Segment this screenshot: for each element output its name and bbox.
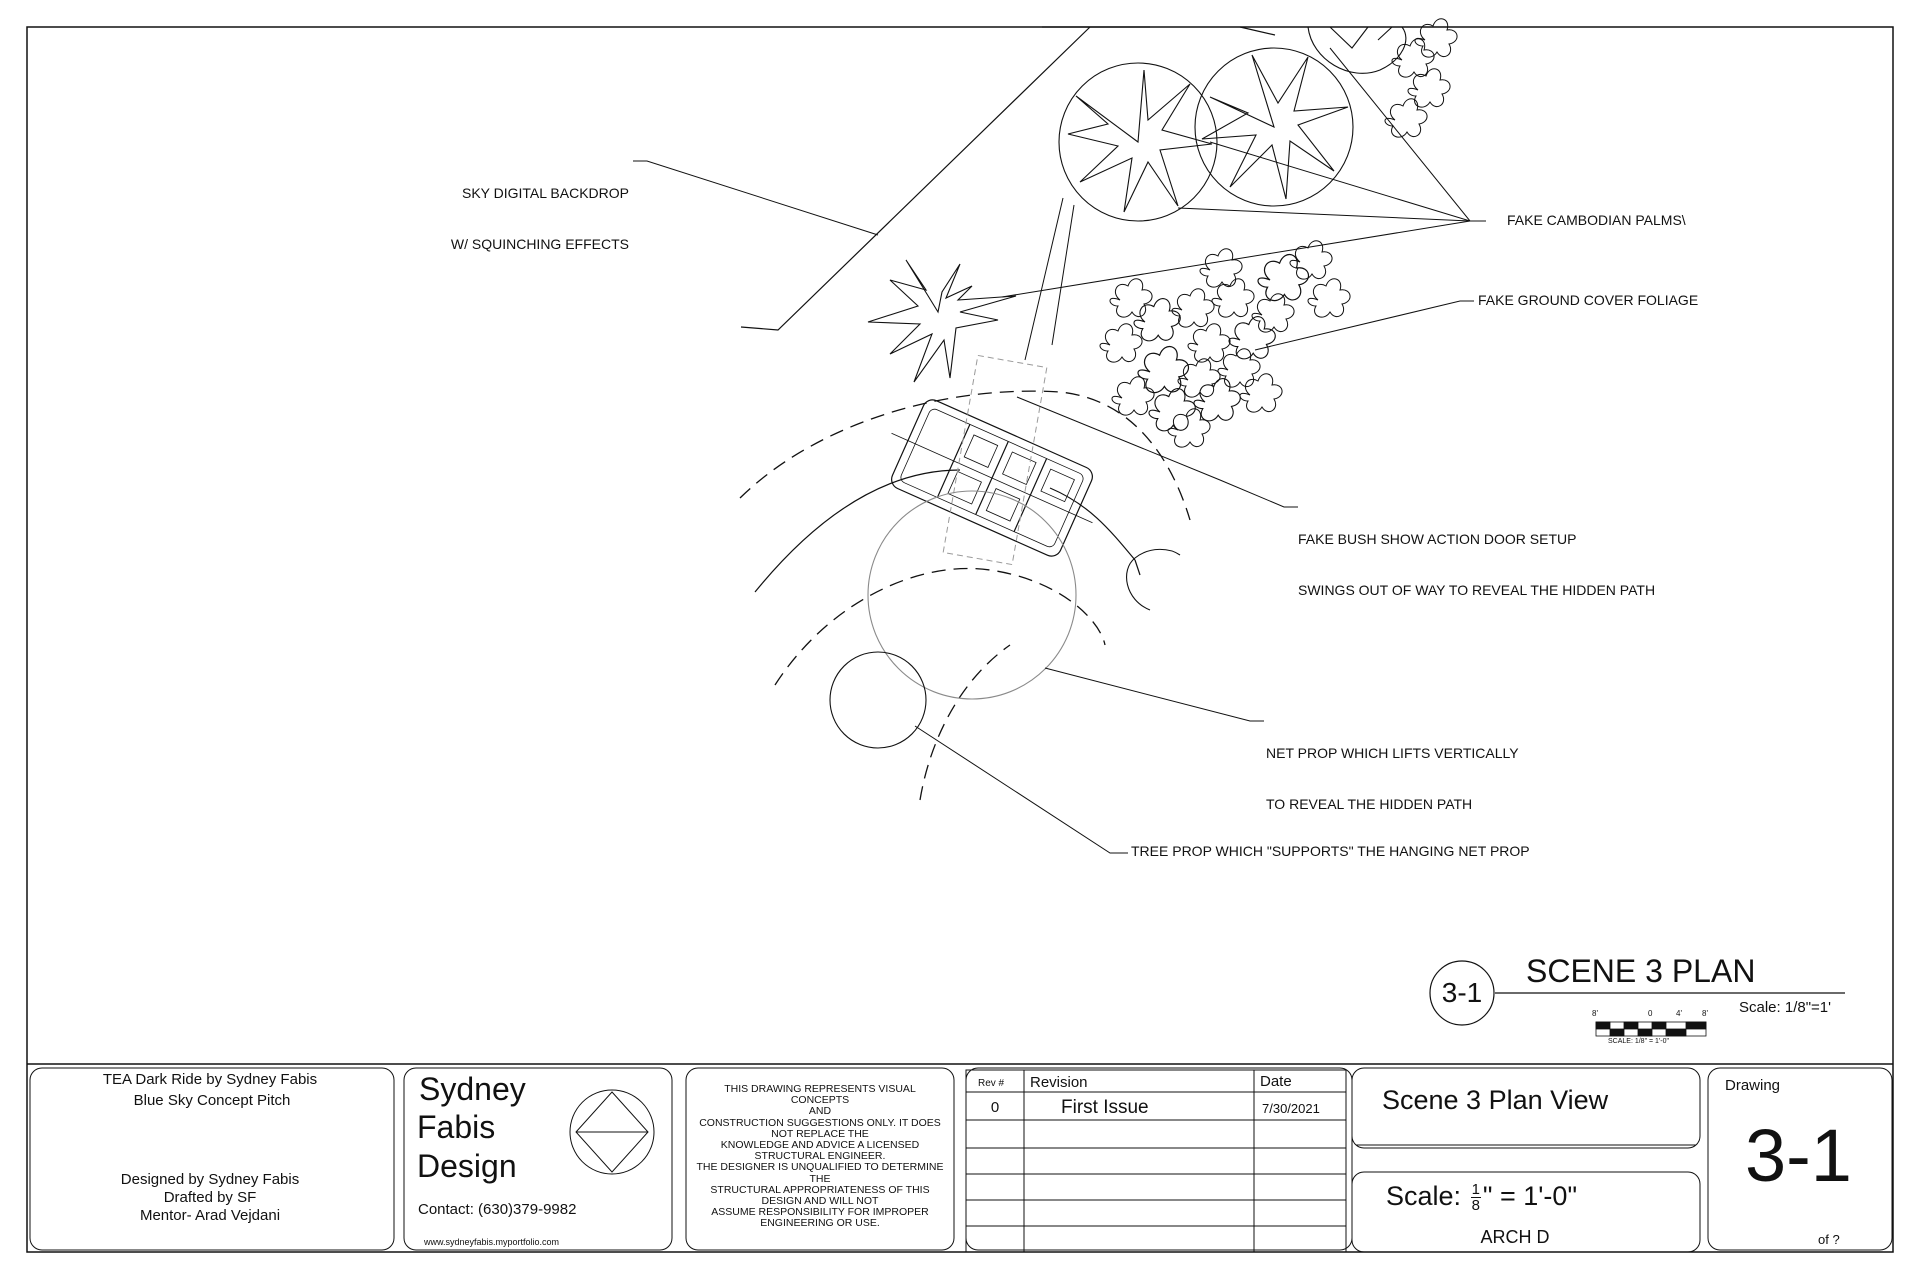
firm-website: www.sydneyfabis.myportfolio.com bbox=[424, 1237, 560, 1247]
firm-name-line1: Sydney bbox=[419, 1071, 526, 1107]
palm-trunk-lines bbox=[1025, 198, 1074, 360]
disclaimer-line: CONSTRUCTION SUGGESTIONS ONLY. IT DOES bbox=[699, 1116, 941, 1129]
paper-size: ARCH D bbox=[1480, 1227, 1550, 1247]
disclaimer-line: ENGINEERING OR USE. bbox=[760, 1217, 880, 1230]
designed-by: Designed by Sydney Fabis bbox=[120, 1171, 300, 1188]
disclaimer-line: THE bbox=[809, 1172, 831, 1185]
graphic-scale-bar bbox=[1596, 1022, 1706, 1036]
sheet-scale-prefix: Scale: bbox=[1386, 1181, 1462, 1211]
sheet-scale bbox=[1386, 1176, 1577, 1216]
sky-backdrop-outline bbox=[741, 27, 1275, 330]
scale-fraction bbox=[1471, 1182, 1481, 1213]
palm-tree-1 bbox=[1059, 63, 1217, 221]
ride-path-centerline bbox=[755, 470, 1140, 592]
project-line1: TEA Dark Ride by Sydney Fabis bbox=[102, 1071, 318, 1088]
palm-tree-2 bbox=[1195, 48, 1353, 206]
drawing-label: Drawing bbox=[1725, 1077, 1781, 1094]
view-scale: Scale: 1/8"=1' bbox=[1739, 999, 1831, 1016]
revision-row-rev: 0 bbox=[990, 1099, 1000, 1116]
annotation-bush-door bbox=[1298, 497, 1655, 616]
bush-door-outline bbox=[943, 355, 1047, 564]
annotation-bush-door-line1: FAKE BUSH SHOW ACTION DOOR SETUP bbox=[1298, 531, 1577, 547]
drawing-number: 3-1 bbox=[1745, 1114, 1852, 1197]
view-title: SCENE 3 PLAN bbox=[1526, 953, 1756, 989]
project-line2: Blue Sky Concept Pitch bbox=[133, 1092, 291, 1109]
firm-name-line2: Fabis bbox=[417, 1109, 496, 1145]
view-bubble-number: 3-1 bbox=[1441, 977, 1483, 1008]
disclaimer-line: ASSUME RESPONSIBILITY FOR IMPROPER bbox=[711, 1206, 929, 1219]
disclaimer-line: STRUCTURAL APPROPRIATENESS OF THIS bbox=[710, 1183, 930, 1196]
annotation-sky-backdrop-line2: W/ SQUINCHING EFFECTS bbox=[450, 236, 629, 252]
fake-bush-arc bbox=[1127, 549, 1180, 610]
drawing-of: of ? bbox=[1818, 1232, 1840, 1247]
revision-header-date: Date bbox=[1260, 1073, 1292, 1090]
ground-cover-foliage bbox=[1100, 19, 1457, 447]
annotation-ground-cover: FAKE GROUND COVER FOLIAGE bbox=[1478, 292, 1699, 308]
revision-row-date: 7/30/2021 bbox=[1262, 1101, 1320, 1116]
annotation-palms: FAKE CAMBODIAN PALMS\ bbox=[1507, 212, 1686, 228]
annotation-net-prop bbox=[1266, 711, 1519, 830]
revision-header-rev: Rev # bbox=[978, 1078, 1005, 1089]
scale-numerator: 1 bbox=[1471, 1181, 1480, 1199]
disclaimer-line: DESIGN AND WILL NOT bbox=[761, 1195, 879, 1208]
scale-denominator: 8 bbox=[1471, 1197, 1480, 1215]
disclaimer-line: STRUCTURAL ENGINEER. bbox=[754, 1150, 886, 1163]
annotation-sky-backdrop bbox=[420, 151, 629, 270]
tree-prop bbox=[830, 652, 926, 748]
annotation-net-prop-line2: TO REVEAL THE HIDDEN PATH bbox=[1266, 796, 1473, 812]
revision-table-grid bbox=[966, 1070, 1346, 1252]
revision-row-revision: First Issue bbox=[1061, 1097, 1149, 1118]
scalebar-tick-2: 4' bbox=[1676, 1009, 1682, 1018]
annotation-bush-door-line2: SWINGS OUT OF WAY TO REVEAL THE HIDDEN PATH bbox=[1298, 582, 1656, 598]
scalebar-tick-0: 8' bbox=[1592, 1009, 1598, 1018]
sheet-title: Scene 3 Plan View bbox=[1382, 1085, 1609, 1115]
sheet-scale-suffix: " = 1'-0" bbox=[1482, 1181, 1578, 1211]
disclaimer-line: NOT REPLACE THE bbox=[771, 1127, 869, 1140]
disclaimer bbox=[694, 1084, 946, 1230]
palm-tree-small bbox=[868, 260, 1016, 382]
disclaimer-line: AND bbox=[808, 1105, 832, 1118]
disclaimer-line: THIS DRAWING REPRESENTS VISUAL CONCEPTS bbox=[724, 1083, 916, 1107]
annotation-sky-backdrop-line1: SKY DIGITAL BACKDROP bbox=[461, 185, 629, 201]
ride-path-edges bbox=[740, 391, 1190, 800]
drafted-by: Drafted by SF bbox=[163, 1189, 257, 1206]
annotation-tree-prop: TREE PROP WHICH "SUPPORTS" THE HANGING NET PROP bbox=[1131, 843, 1530, 859]
palm-tree-3 bbox=[1308, 27, 1406, 73]
firm-contact: Contact: (630)379-9982 bbox=[418, 1201, 577, 1218]
disclaimer-line: KNOWLEDGE AND ADVICE A LICENSED bbox=[720, 1139, 920, 1152]
scalebar-tick-1: 0 bbox=[1648, 1009, 1653, 1018]
scalebar-tick-3: 8' bbox=[1702, 1009, 1708, 1018]
disclaimer-line: THE DESIGNER IS UNQUALIFIED TO DETERMINE bbox=[696, 1161, 944, 1174]
revision-header-revision: Revision bbox=[1030, 1074, 1088, 1091]
annotation-net-prop-line1: NET PROP WHICH LIFTS VERTICALLY bbox=[1266, 745, 1519, 761]
firm-name-line3: Design bbox=[417, 1148, 517, 1184]
mentor: Mentor- Arad Vejdani bbox=[139, 1207, 281, 1224]
scalebar-caption: SCALE: 1/8" = 1'-0" bbox=[1608, 1038, 1669, 1045]
